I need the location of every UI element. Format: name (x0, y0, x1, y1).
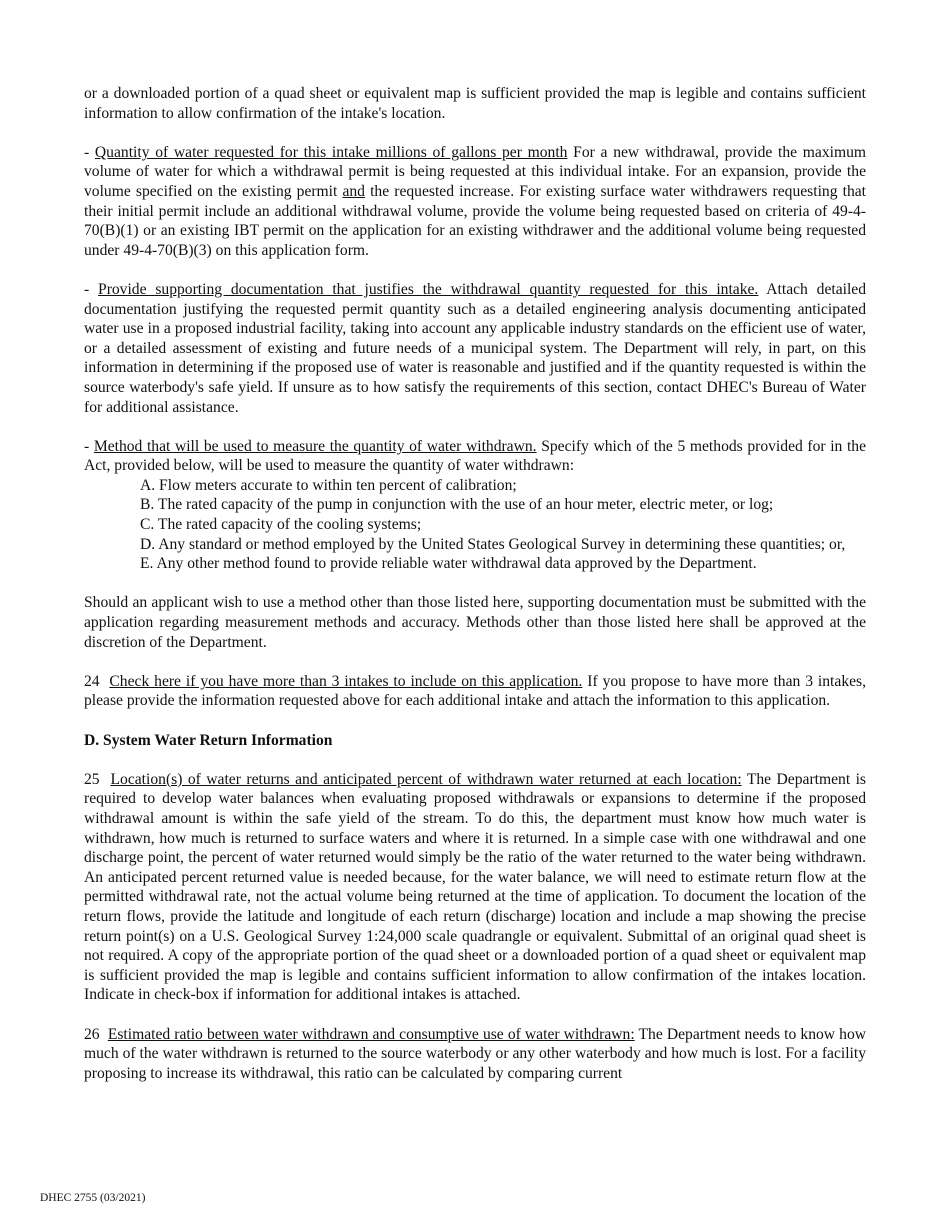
method-text: Specify which of the 5 methods provided for in the Act, provided below, will be used to measure the quantity of water withdrawn: (84, 437, 867, 475)
supporting-title: Provide supporting documentation that justifies the withdrawal quantity requested for this intake. (98, 280, 759, 298)
quantity-paragraph (84, 143, 866, 261)
item-26-paragraph (84, 1025, 866, 1084)
item-24-paragraph (84, 672, 866, 711)
item-25-paragraph (84, 770, 866, 1005)
item-24-text: If you propose to have more than 3 intakes, please provide the information requested above for each additional intake and attach the information to this application. (84, 672, 866, 710)
item-26-number: 26 (84, 1025, 108, 1043)
item-25-text: The Department is required to develop water balances when evaluating proposed withdrawals or expansions to determine if the proposed withdrawal amount is within the safe yield of the stream. To do this, the department must know how much water is withdrawn, how much is returned to surface waters and where it is returned. In a simple case with one withdrawal and one discharge point, the percent of water returned would simply be the ratio of the water returned to the water being withdrawn. An anticipated percent returned value is needed because, for the water balance, we will need to estimate return flow at the permitted withdrawal rate, not the actual volume being returned at the time of application. To document the location of the return flows, provide the latitude and longitude of each return (discharge) location and include a map showing the precise return point(s) on a U.S. Geological Survey 1:24,000 scale quadrangle or equivalent. Submittal of an original quad sheet is not required. A copy of the appropriate portion of the quad sheet or a downloaded portion of a quad sheet or equivalent map is sufficient provided the map is legible and contains sufficient information to allow confirmation of the intakes location. Indicate in check-box if information for additional intakes is attached. (84, 770, 867, 1004)
list-item: A. Flow meters accurate to within ten percent of calibration; (140, 476, 517, 494)
item-24-number: 24 (84, 672, 110, 690)
list-item: E. Any other method found to provide reliable water withdrawal data approved by the Department. (140, 555, 757, 573)
form-footer-code: DHEC 2755 (03/2021) (40, 1192, 146, 1204)
item-25-title: Location(s) of water returns and anticipated percent of withdrawn water returned at each location: (110, 770, 742, 788)
supporting-dash: - (84, 280, 99, 298)
quantity-dash: - (84, 143, 95, 161)
item-24-title: Check here if you have more than 3 intakes to include on this application. (109, 672, 583, 690)
item-25-number: 25 (84, 770, 111, 788)
method-dash: - (84, 437, 94, 455)
supporting-text: Attach detailed documentation justifying the requested permit quantity such as a detailed engineering analysis documenting anticipated water use in a proposed industrial facility, taking into account any applicable industry standards on the efficient use of water, or a detailed assessment of existing and future needs of a municipal system. The Department will rely, in part, on this information in determining if the proposed use of water is reasonable and justified and if the quantity requested is within the source waterbody's safe yield. If unsure as to how satisfy the requirements of this section, contact DHEC's Bureau of Water for additional assistance. (84, 280, 867, 416)
list-item: C. The rated capacity of the cooling systems; (140, 516, 422, 534)
item-26-title: Estimated ratio between water withdrawn and consumptive use of water withdrawn: (107, 1025, 635, 1043)
method-list (84, 476, 866, 574)
intro-paragraph: or a downloaded portion of a quad sheet or equivalent map is sufficient provided the map is legible and contains sufficient information to allow confirmation of the intake's location. (84, 85, 866, 122)
supporting-paragraph (84, 280, 866, 417)
section-d-heading: D. System Water Return Information (84, 731, 333, 749)
item-26-text: The Department needs to know how much of the water withdrawn is returned to the source waterbody or any other waterbody and how much is lost. For a facility proposing to increase its withdrawal, this ratio can be calculated by comparing current (84, 1025, 867, 1082)
list-item: B. The rated capacity of the pump in conjunction with the use of an hour meter, electric meter, or log; (140, 496, 774, 514)
quantity-text-a: For a new withdrawal, provide the maximum volume of water for which a withdrawal permit is being requested at this individual intake. For an expansion, provide the volume specified on the existing permit (84, 143, 867, 200)
method-title: Method that will be used to measure the quantity of water withdrawn. (93, 437, 537, 455)
document-page (84, 84, 866, 1103)
list-item: D. Any standard or method employed by the United States Geological Survey in determining these quantities; or, (140, 535, 846, 553)
method-paragraph (84, 437, 866, 476)
quantity-and: and (342, 182, 365, 200)
quantity-text-b: the requested increase. For existing surface water withdrawers requesting that their initial permit include an additional withdrawal volume, provide the volume being requested based on criteria of 49-4-70(B)(1) or an existing IBT permit on the application for an existing withdrawer and the additional volume being requested under 49-4-70(B)(3) on this application form. (84, 182, 866, 259)
should-paragraph: Should an applicant wish to use a method other than those listed here, supporting documentation must be submitted with the application regarding measurement methods and accuracy. Methods other than those listed here shall be approved at the discretion of the Department. (84, 594, 866, 651)
quantity-title: Quantity of water requested for this intake millions of gallons per month (94, 143, 568, 161)
